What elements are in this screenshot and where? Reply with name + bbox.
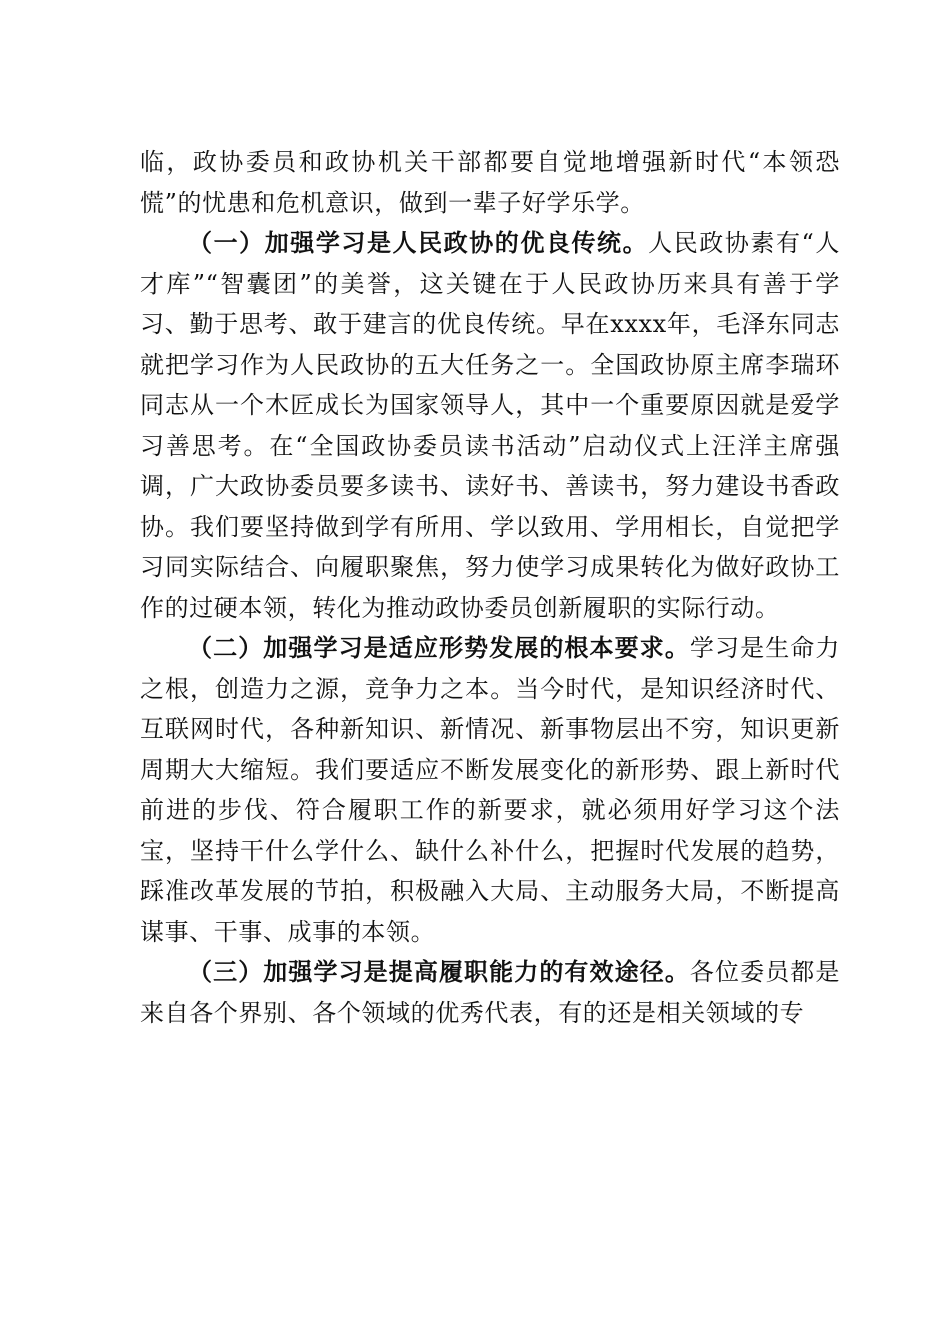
section-heading-2: （二）加强学习是适应形势发展的根本要求。 xyxy=(188,633,690,662)
paragraph-section-2 xyxy=(140,628,840,952)
section-heading-1: （一）加强学习是人民政协的优良传统。 xyxy=(188,228,649,257)
section-text-3: 各位委员都是来自各个界别、各个领域的优秀代表，有的还是相关领域的专 xyxy=(140,958,840,1027)
section-heading-3: （三）加强学习是提高履职能力的有效途径。 xyxy=(188,957,690,986)
paragraph-section-3 xyxy=(140,952,840,1033)
section-text-1: 人民政协素有“人才库”“智囊团”的美誉，这关键在于人民政协历来具有善于学习、勤于思考、敢于建言的优良传统。早在xxxx年，毛泽东同志就把学习作为人民政协的五大任务之一。全国政协原主席李瑞环同志从一个木匠成长为国家领导人，其中一个重要原因就是爱学习善思考。在“全国政协委员读书活动”启动仪式上汪洋主席强调，广大政协委员要多读书、读好书、善读书，努力建设书香政协。我们要坚持做到学有所用、学以致用、学用相长，自觉把学习同实际结合、向履职聚焦，努力使学习成果转化为做好政协工作的过硬本领，转化为推动政协委员创新履职的实际行动。 xyxy=(140,229,840,622)
paragraph-section-1 xyxy=(140,223,840,628)
paragraph-text: 临，政协委员和政协机关干部都要自觉地增强新时代“本领恐慌”的忧患和危机意识，做到一辈子好学乐学。 xyxy=(140,148,840,217)
document-body xyxy=(140,142,840,1033)
paragraph-continuation xyxy=(140,142,840,223)
section-text-2: 学习是生命力之根，创造力之源，竞争力之本。当今时代，是知识经济时代、互联网时代，各种新知识、新情况、新事物层出不穷，知识更新周期大大缩短。我们要适应不断发展变化的新形势、跟上新时代前进的步伐、符合履职工作的新要求，就必须用好学习这个法宝，坚持干什么学什么、缺什么补什么，把握时代发展的趋势，踩准改革发展的节拍，积极融入大局、主动服务大局，不断提高谋事、干事、成事的本领。 xyxy=(140,634,840,946)
